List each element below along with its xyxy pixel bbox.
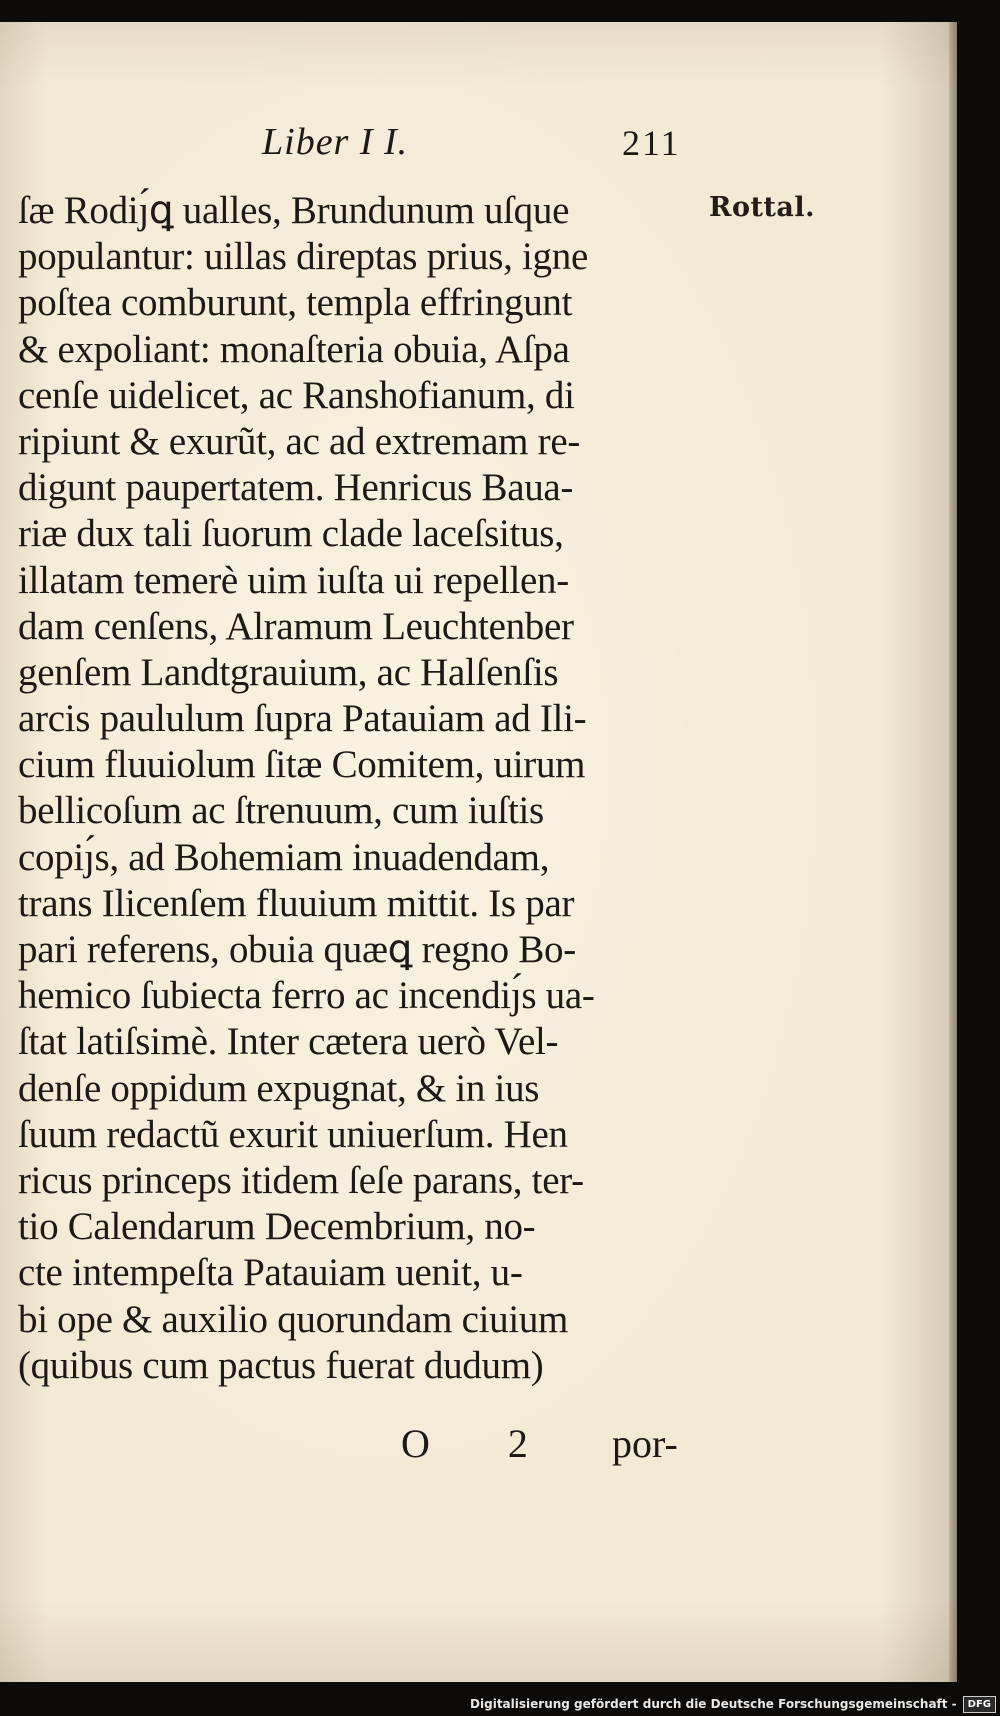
text-line: & expoliant: monaſteria obuia, Aſpa — [18, 327, 570, 371]
text-line: arcis paululum ſupra Patauiam ad Ili- — [18, 697, 587, 741]
text-line: cte intempeſta Patauiam uenit, u- — [18, 1251, 523, 1295]
text-line: denſe oppidum expugnat, & in ius — [18, 1066, 540, 1110]
text-line: ripiunt & exurũt, ac ad extremam re- — [18, 419, 581, 463]
text-line: digunt paupertatem. Henricus Baua- — [18, 466, 574, 510]
text-line: ſuum redactũ exurit uniuerſum. Hen — [18, 1112, 568, 1156]
dfg-logo-icon: DFG — [963, 1696, 996, 1713]
text-line: copiȷ́s, ad Bohemiam inuadendam, — [18, 835, 550, 879]
text-line: riæ dux tali ſuorum clade laceſsitus, — [18, 512, 564, 556]
text-line: populantur: uillas direptas prius, igne — [18, 235, 588, 279]
text-line: illatam temerè uim iuſta ui repellen- — [18, 558, 569, 602]
text-line: bi ope & auxilio quorundam ciuium — [18, 1297, 569, 1341]
text-line: ricus princeps itidem ſeſe parans, ter- — [18, 1158, 584, 1202]
page-number: 211 — [622, 123, 681, 163]
body-text — [18, 188, 688, 1389]
text-line: cenſe uidelicet, ac Ranshofianum, di — [18, 373, 575, 417]
text-line: ſtat latiſsimè. Inter cætera uerò Vel- — [18, 1020, 559, 1064]
page-footer — [0, 1420, 957, 1470]
text-line: pari referens, obuia quæꝗ regno Bo- — [18, 928, 576, 971]
credit-text: Digitalisierung gefördert durch die Deutsche Forschungsgemeinschaft - — [470, 1697, 957, 1711]
text-line: dam cenſens, Alramum Leuchtenber — [18, 604, 574, 648]
signature-mark: O 2 — [401, 1421, 562, 1466]
page-header — [0, 114, 957, 174]
text-line: bellicoſum ac ſtrenuum, cum iuſtis — [18, 789, 544, 833]
margin-note: Rottal. — [709, 192, 816, 223]
digitization-credit — [470, 1692, 996, 1716]
text-line: tio Calendarum Decembrium, no- — [18, 1205, 536, 1249]
text-line: genſem Landtgrauium, ac Halſenſis — [18, 650, 559, 694]
text-line: hemico ſubiecta ferro ac incendiȷ́s ua- — [18, 974, 595, 1018]
text-line: trans Ilicenſem fluuium mittit. Is par — [18, 881, 575, 925]
catchword: por- — [612, 1421, 678, 1466]
text-line: ſæ Rodiȷ́ꝗ ualles, Brundunum uſque — [18, 189, 570, 232]
text-line: (quibus cum pactus fuerat dudum) — [18, 1343, 544, 1387]
text-line: poſtea comburunt, templa effringunt — [18, 281, 573, 325]
text-line: cium fluuiolum ſitæ Comitem, uirum — [18, 743, 586, 787]
running-title: Liber I I. — [262, 121, 409, 163]
book-page — [0, 22, 957, 1682]
